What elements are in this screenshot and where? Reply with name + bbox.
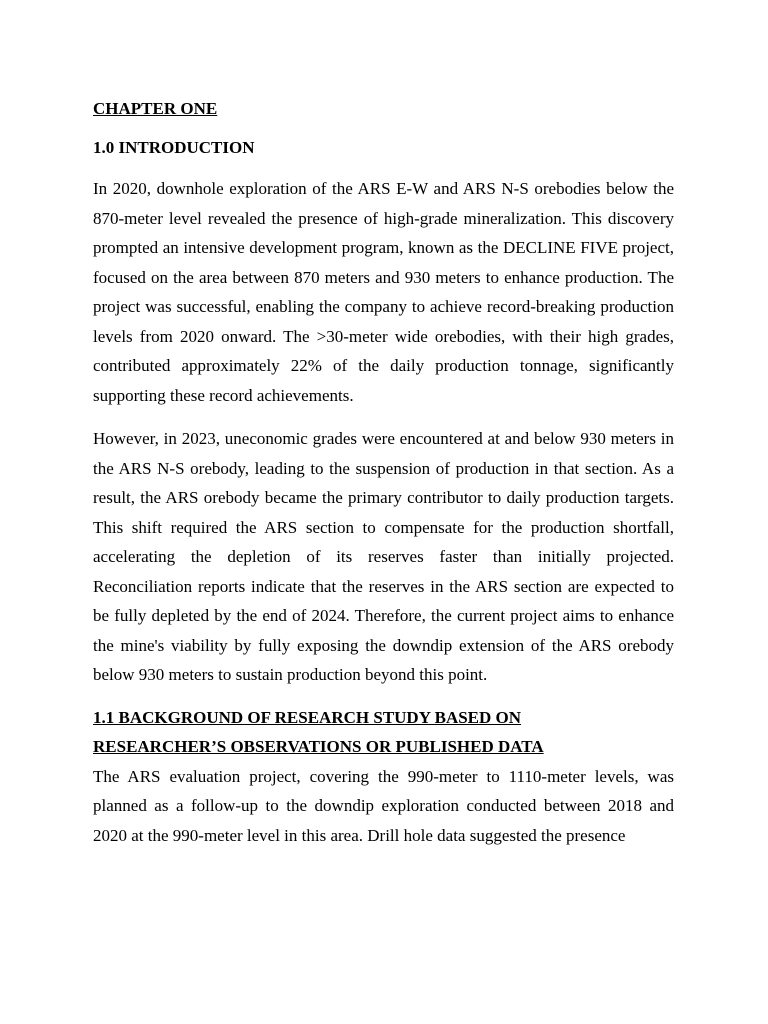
section-title: 1.0 INTRODUCTION — [93, 138, 255, 157]
subsection-title-line-2: RESEARCHER’S OBSERVATIONS OR PUBLISHED DATA — [93, 737, 544, 756]
subsection-title-line-1: 1.1 BACKGROUND OF RESEARCH STUDY BASED ON — [93, 707, 522, 727]
intro-paragraph-2: However, in 2023, uneconomic grades were encountered at and below 930 meters in the ARS N-S orebody, leading to the suspension of production in that section. As a result, the ARS orebody became the primary contributor to daily production targets. This shift required the ARS section to compensate for the production shortfall, accelerating the depletion of its reserves faster than initially projected. Reconciliation reports indicate that the reserves in the ARS section are expected to be fully depleted by the end of 2024. Therefore, the current project aims to enhance the mine's viability by fully exposing the downdip extension of the ARS orebody below 930 meters to sustain production beyond this point. — [93, 429, 674, 684]
background-paragraph: The ARS evaluation project, covering the 990-meter to 1110-meter levels, was planned as a follow-up to the downdip exploration conducted between 2018 and 2020 at the 990-meter level in this area. Drill hole data suggested the presence — [93, 766, 674, 845]
intro-paragraph-1: In 2020, downhole exploration of the ARS E-W and ARS N-S orebodies below the 870-meter level revealed the presence of high-grade mineralization. This discovery prompted an intensive development program, known as the DECLINE FIVE project, focused on the area between 870 meters and 930 meters to enhance production. The project was successful, enabling the company to achieve record-breaking production levels from 2020 onward. The >30-meter wide orebodies, with their high grades, contributed approximately 22% of the daily production tonnage, significantly supporting these record achievements. — [93, 179, 674, 405]
chapter-title: CHAPTER ONE — [93, 99, 218, 118]
subsection-title — [93, 703, 674, 762]
document-page — [93, 98, 674, 850]
